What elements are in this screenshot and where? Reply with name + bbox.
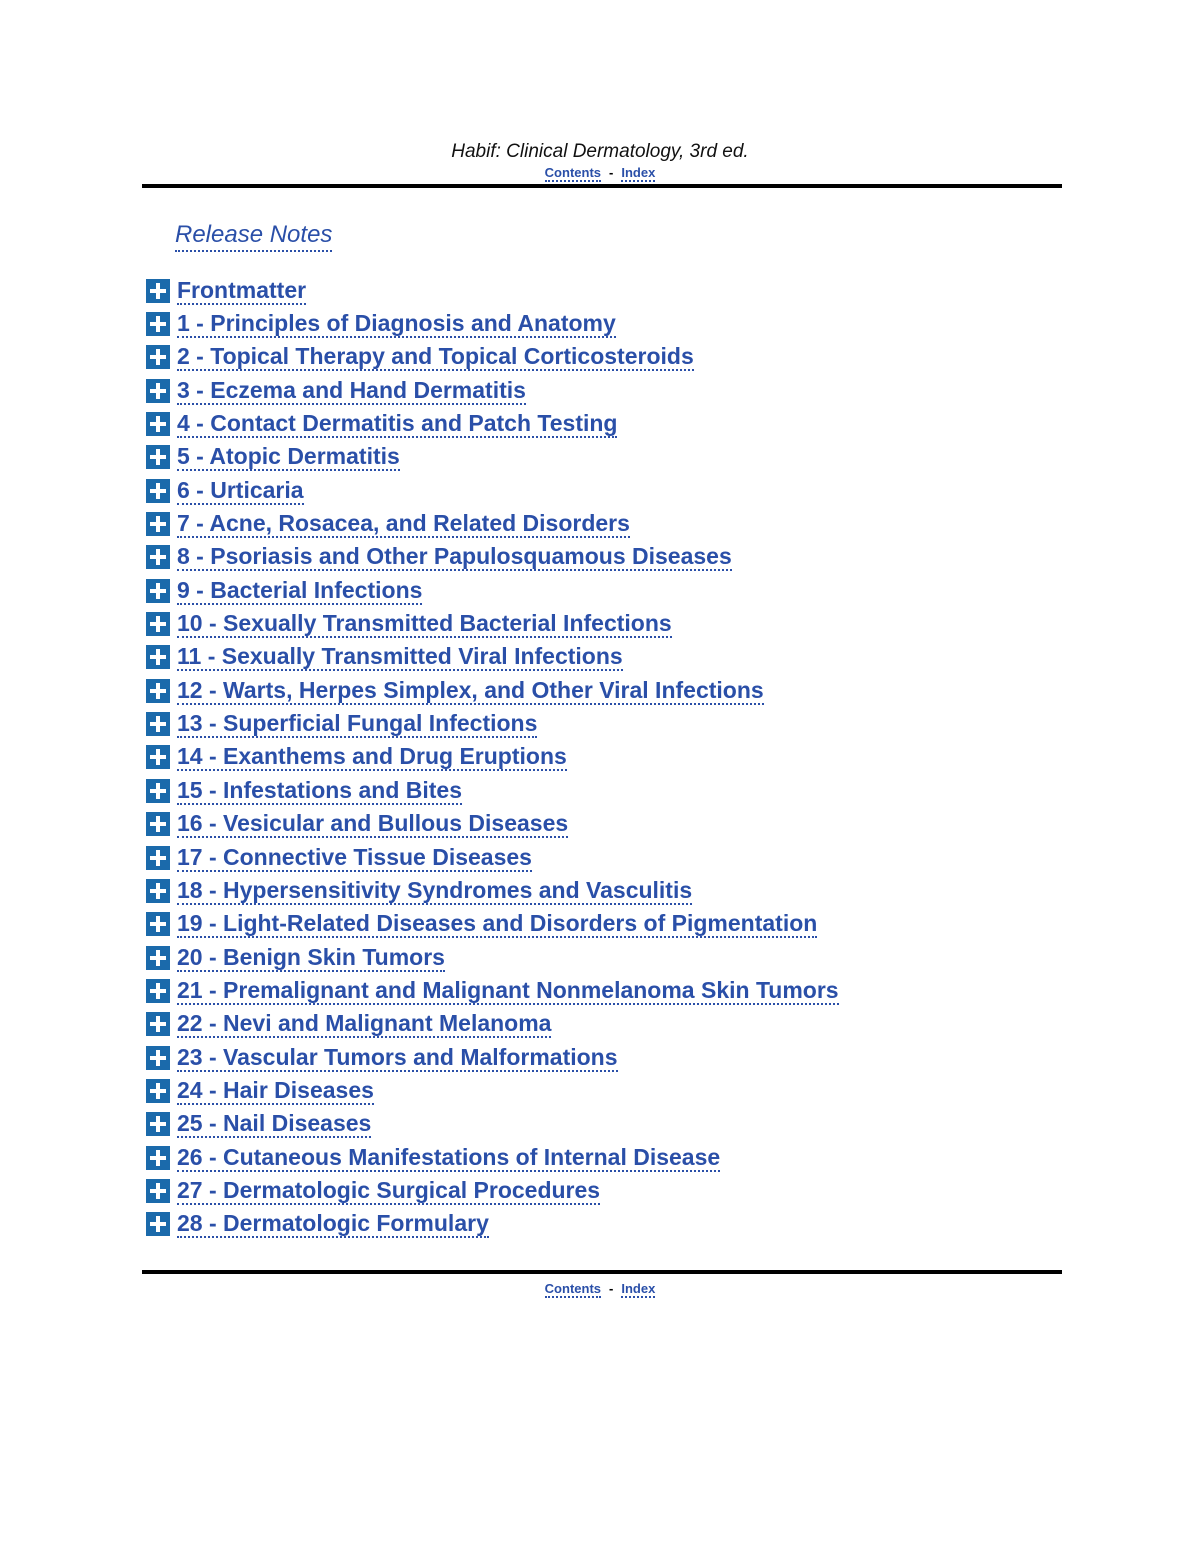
- toc-link[interactable]: 10 - Sexually Transmitted Bacterial Infections: [177, 610, 672, 637]
- bottom-divider: [142, 1270, 1062, 1274]
- index-link[interactable]: Index: [621, 165, 656, 180]
- toc-link[interactable]: 28 - Dermatologic Formulary: [177, 1210, 489, 1237]
- plus-icon[interactable]: [146, 946, 170, 970]
- plus-icon[interactable]: [146, 545, 170, 569]
- toc-link[interactable]: 9 - Bacterial Infections: [177, 576, 423, 603]
- toc-link[interactable]: 3 - Eczema and Hand Dermatitis: [177, 376, 526, 403]
- contents-link[interactable]: Contents: [544, 165, 602, 180]
- toc-link[interactable]: 7 - Acne, Rosacea, and Related Disorders: [177, 510, 630, 537]
- plus-icon[interactable]: [146, 879, 170, 903]
- plus-icon[interactable]: [146, 345, 170, 369]
- toc-link[interactable]: 13 - Superficial Fungal Infections: [177, 710, 538, 737]
- table-of-contents: [146, 274, 839, 1241]
- toc-link[interactable]: 21 - Premalignant and Malignant Nonmelanoma Skin Tumors: [177, 976, 839, 1003]
- toc-link[interactable]: 14 - Exanthems and Drug Eruptions: [177, 743, 567, 770]
- toc-link[interactable]: 27 - Dermatologic Surgical Procedures: [177, 1176, 601, 1203]
- plus-icon[interactable]: [146, 279, 170, 303]
- toc-link[interactable]: 25 - Nail Diseases: [177, 1110, 372, 1137]
- plus-icon[interactable]: [146, 912, 170, 936]
- toc-item: [146, 874, 839, 907]
- toc-item: [146, 674, 839, 707]
- release-notes-link[interactable]: Release Notes: [175, 220, 332, 252]
- page-footer: [0, 1280, 1200, 1297]
- toc-link[interactable]: Frontmatter: [177, 276, 307, 303]
- toc-item: [146, 1074, 839, 1107]
- toc-link[interactable]: 22 - Nevi and Malignant Melanoma: [177, 1010, 552, 1037]
- toc-item: [146, 741, 839, 774]
- toc-item: [146, 1141, 839, 1174]
- toc-item: [146, 441, 839, 474]
- toc-item: [146, 407, 839, 440]
- toc-link[interactable]: 12 - Warts, Herpes Simplex, and Other Viral Infections: [177, 676, 764, 703]
- plus-icon[interactable]: [146, 612, 170, 636]
- plus-icon[interactable]: [146, 1046, 170, 1070]
- toc-link[interactable]: 26 - Cutaneous Manifestations of Internal Disease: [177, 1143, 721, 1170]
- plus-icon[interactable]: [146, 312, 170, 336]
- plus-icon[interactable]: [146, 679, 170, 703]
- toc-link[interactable]: 5 - Atopic Dermatitis: [177, 443, 400, 470]
- bottom-nav: [0, 1281, 1200, 1297]
- toc-link[interactable]: 2 - Topical Therapy and Topical Corticosteroids: [177, 343, 694, 370]
- toc-link[interactable]: 16 - Vesicular and Bullous Diseases: [177, 810, 569, 837]
- toc-link[interactable]: 19 - Light-Related Diseases and Disorders of Pigmentation: [177, 910, 818, 937]
- toc-item: [146, 341, 839, 374]
- plus-icon[interactable]: [146, 512, 170, 536]
- plus-icon[interactable]: [146, 979, 170, 1003]
- toc-item: [146, 274, 839, 307]
- plus-icon[interactable]: [146, 579, 170, 603]
- toc-item: [146, 707, 839, 740]
- index-link[interactable]: Index: [621, 1281, 656, 1296]
- toc-link[interactable]: 20 - Benign Skin Tumors: [177, 943, 445, 970]
- plus-icon[interactable]: [146, 1212, 170, 1236]
- plus-icon[interactable]: [146, 1112, 170, 1136]
- toc-item: [146, 808, 839, 841]
- toc-item: [146, 1174, 839, 1207]
- plus-icon[interactable]: [146, 412, 170, 436]
- toc-item: [146, 641, 839, 674]
- book-title: Habif: Clinical Dermatology, 3rd ed.: [451, 141, 749, 162]
- toc-link[interactable]: 24 - Hair Diseases: [177, 1076, 374, 1103]
- toc-link[interactable]: 15 - Infestations and Bites: [177, 776, 463, 803]
- plus-icon[interactable]: [146, 812, 170, 836]
- toc-link[interactable]: 1 - Principles of Diagnosis and Anatomy: [177, 310, 616, 337]
- plus-icon[interactable]: [146, 779, 170, 803]
- toc-item: [146, 974, 839, 1007]
- contents-link[interactable]: Contents: [544, 1281, 602, 1296]
- plus-icon[interactable]: [146, 1012, 170, 1036]
- plus-icon[interactable]: [146, 1079, 170, 1103]
- toc-item: [146, 941, 839, 974]
- toc-item: [146, 307, 839, 340]
- toc-item: [146, 374, 839, 407]
- toc-item: [146, 574, 839, 607]
- toc-item: [146, 507, 839, 540]
- toc-item: [146, 1108, 839, 1141]
- toc-link[interactable]: 11 - Sexually Transmitted Viral Infections: [177, 643, 623, 670]
- plus-icon[interactable]: [146, 712, 170, 736]
- toc-item: [146, 541, 839, 574]
- toc-link[interactable]: 23 - Vascular Tumors and Malformations: [177, 1043, 618, 1070]
- toc-item: [146, 607, 839, 640]
- top-divider: [142, 184, 1062, 188]
- toc-item: [146, 1208, 839, 1241]
- top-nav: [0, 165, 1200, 181]
- plus-icon[interactable]: [146, 745, 170, 769]
- toc-item: [146, 774, 839, 807]
- page-header: [0, 140, 1200, 181]
- plus-icon[interactable]: [146, 445, 170, 469]
- nav-separator: -: [609, 165, 614, 180]
- toc-link[interactable]: 4 - Contact Dermatitis and Patch Testing: [177, 410, 618, 437]
- nav-separator: -: [609, 1281, 614, 1296]
- plus-icon[interactable]: [146, 1146, 170, 1170]
- plus-icon[interactable]: [146, 1179, 170, 1203]
- plus-icon[interactable]: [146, 645, 170, 669]
- plus-icon[interactable]: [146, 479, 170, 503]
- toc-link[interactable]: 6 - Urticaria: [177, 476, 304, 503]
- toc-item: [146, 908, 839, 941]
- toc-item: [146, 474, 839, 507]
- plus-icon[interactable]: [146, 846, 170, 870]
- toc-link[interactable]: 8 - Psoriasis and Other Papulosquamous Diseases: [177, 543, 732, 570]
- toc-item: [146, 1041, 839, 1074]
- toc-item: [146, 1008, 839, 1041]
- toc-link[interactable]: 18 - Hypersensitivity Syndromes and Vasculitis: [177, 876, 693, 903]
- toc-item: [146, 841, 839, 874]
- plus-icon[interactable]: [146, 379, 170, 403]
- toc-link[interactable]: 17 - Connective Tissue Diseases: [177, 843, 532, 870]
